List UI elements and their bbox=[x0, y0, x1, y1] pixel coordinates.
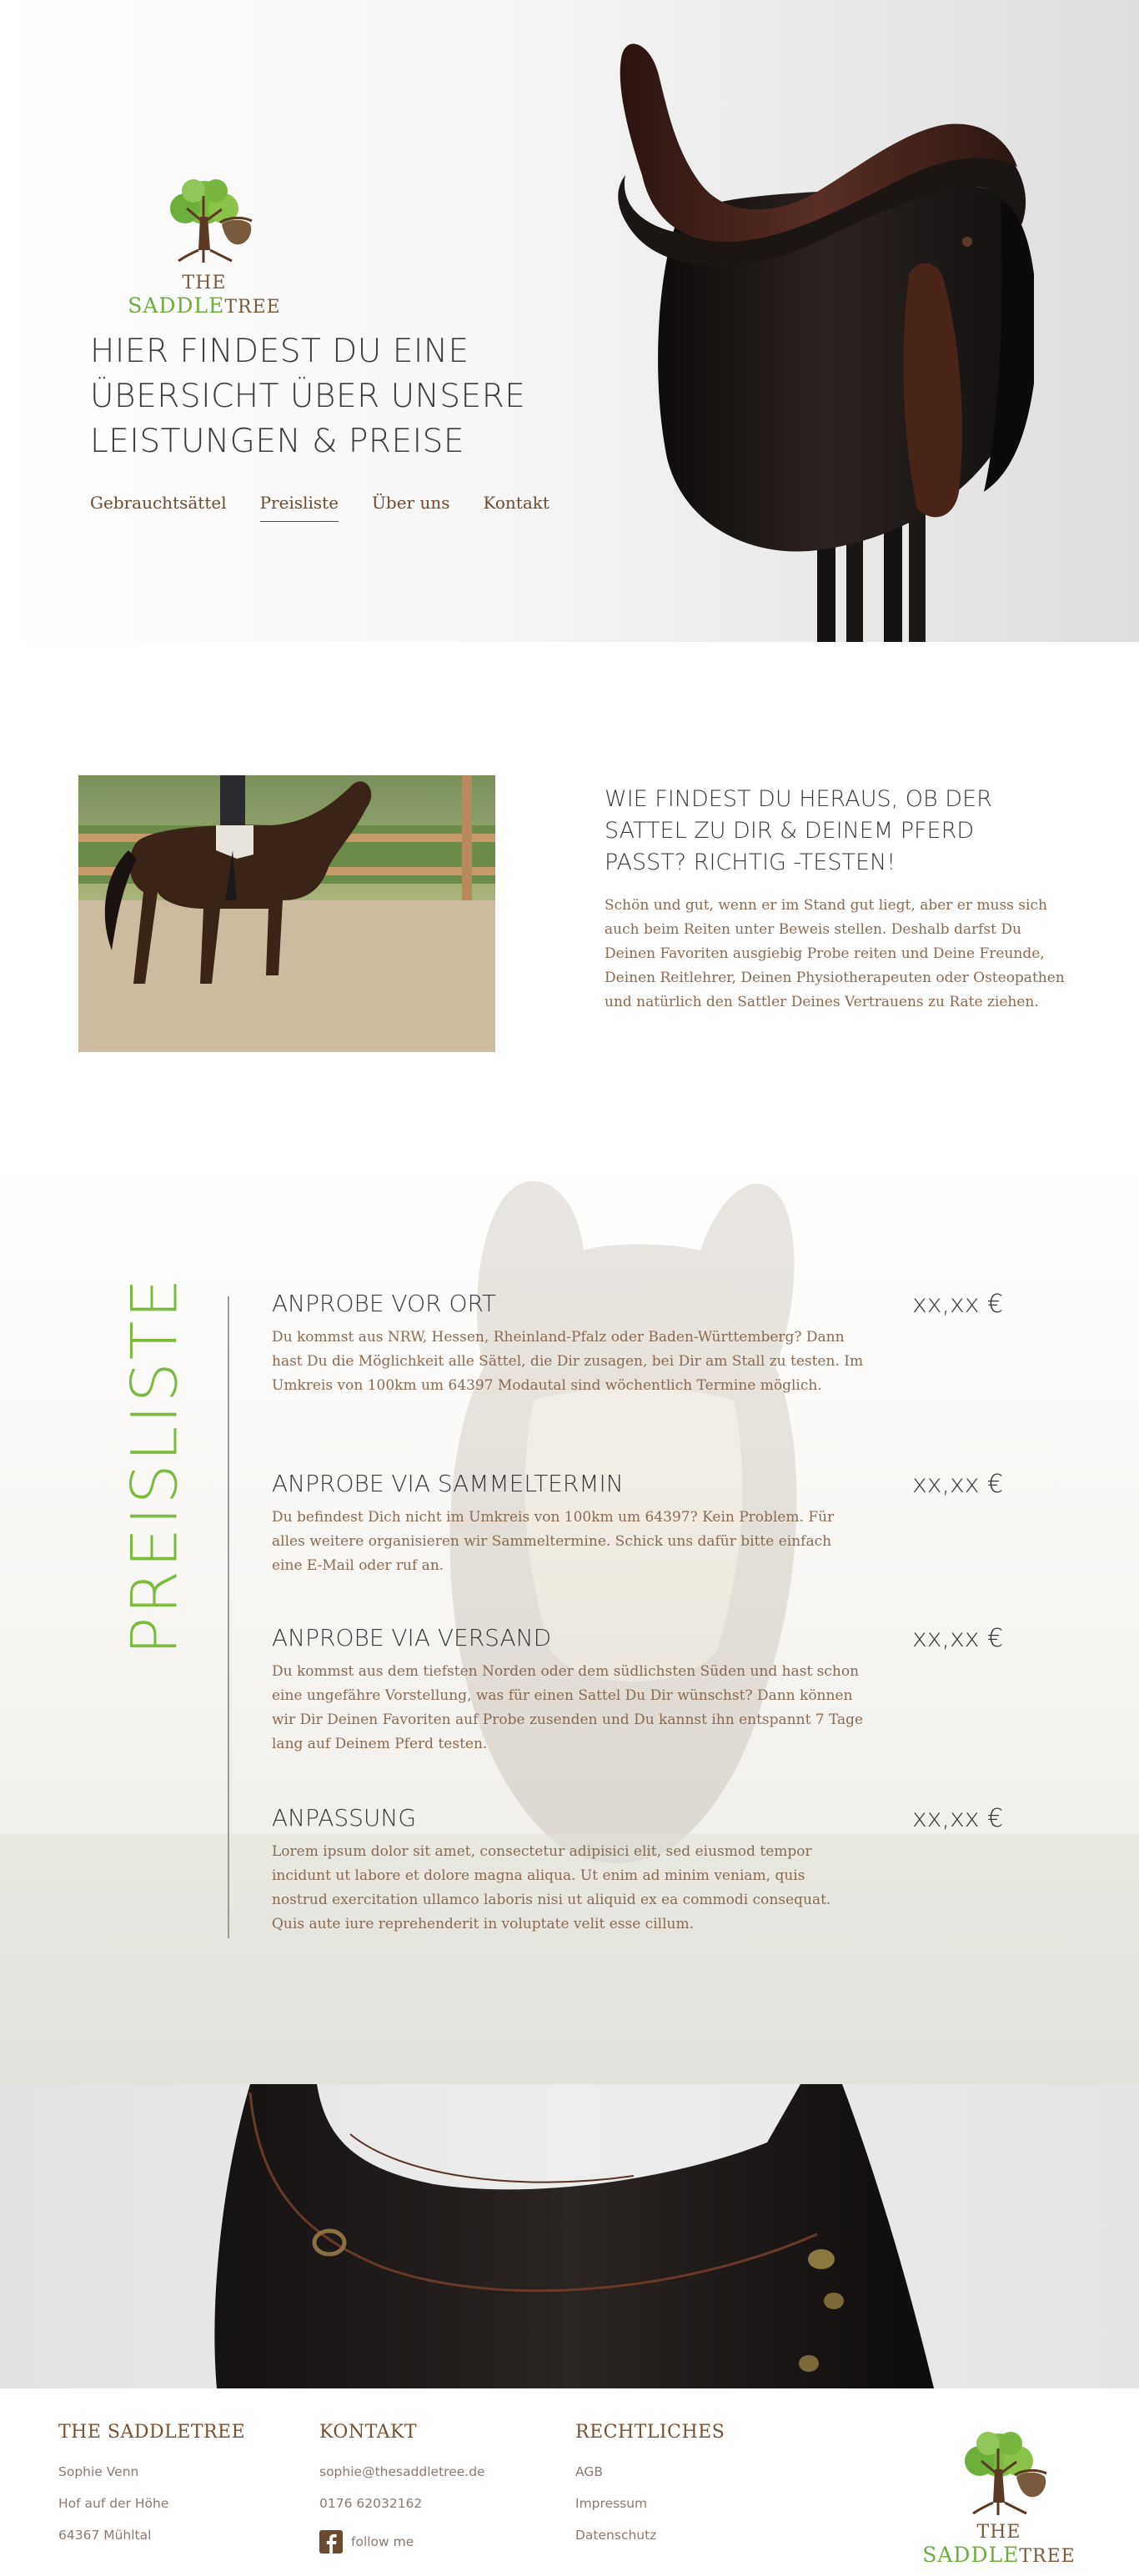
footer-facebook-link[interactable] bbox=[319, 2526, 485, 2558]
section2-title: WIE FINDEST DU HERAUS, OB DER SATTEL ZU DIR & DEINEM PFERD PASST? RICHTIG -TESTEN! bbox=[605, 786, 992, 875]
footer-col-contact bbox=[319, 2422, 485, 2558]
pricelist-divider bbox=[228, 1296, 229, 1938]
tree-saddle-logo-icon bbox=[110, 171, 299, 271]
footer-col-legal bbox=[575, 2422, 725, 2558]
price-item-description: Du kommst aus NRW, Hessen, Rheinland-Pfalz oder Baden-Württemberg? Dann hast Du die Möglichkeit alle Sättel, die Dir zusagen, bei Dir am Stall zu testen. Im Umkreis von 100km um 64397 Modautal sind wöchentlich Termine möglich. bbox=[272, 1329, 864, 1394]
footer-facebook-label: follow me bbox=[351, 2534, 414, 2549]
hero-title bbox=[90, 329, 590, 464]
logo-text bbox=[110, 273, 299, 318]
footer-address-city: 64367 Mühltal bbox=[58, 2528, 152, 2543]
saddle-closeup-image bbox=[0, 2084, 1139, 2388]
price-item-value: xx,xx € bbox=[912, 1624, 1004, 1653]
logo-saddle: SADDLE bbox=[128, 293, 225, 318]
price-item-name: ANPASSUNG bbox=[272, 1804, 417, 1832]
price-item bbox=[272, 1290, 1006, 1398]
footer-agb-link[interactable]: AGB bbox=[575, 2464, 603, 2479]
footer-title: RECHTLICHES bbox=[575, 2422, 725, 2443]
pricelist-heading bbox=[117, 1275, 192, 1656]
logo[interactable] bbox=[110, 171, 299, 318]
footer-col-address bbox=[58, 2422, 245, 2558]
logo-the: THE bbox=[182, 273, 227, 293]
footer-address-name: Sophie Venn bbox=[58, 2464, 139, 2479]
price-item-description: Du befindest Dich nicht im Umkreis von 100km um 64397? Kein Problem. Für alles weitere organisieren wir Sammeltermine. Schick uns dafür bitte einfach eine E-Mail oder ruf an. bbox=[272, 1509, 835, 1574]
hero-title-line: HIER FINDEST DU EINE bbox=[90, 333, 469, 370]
price-item-description: Du kommst aus dem tiefsten Norden oder dem südlichsten Süden und hast schon eine ungefähre Vorstellung, was für einen Sattel Du Dir wünschst? Dann können wir Dir Deinen Favoriten auf Probe zusenden und Du kannst ihn entspannt 7 Tage lang auf Deinem Pferd testen. bbox=[272, 1663, 864, 1752]
nav-item-kontakt[interactable]: Kontakt bbox=[483, 493, 549, 513]
nav-item-preisliste[interactable]: Preisliste bbox=[260, 493, 339, 522]
saddle-banner bbox=[0, 2084, 1139, 2388]
logo-tree: TREE bbox=[224, 297, 281, 318]
tree-saddle-logo-icon bbox=[905, 2423, 1093, 2523]
footer-title: KONTAKT bbox=[319, 2422, 418, 2443]
price-item-name: ANPROBE VIA VERSAND bbox=[272, 1624, 552, 1651]
footer-logo[interactable] bbox=[905, 2423, 1093, 2567]
price-item bbox=[272, 1804, 1006, 1937]
price-item-name: ANPROBE VIA SAMMELTERMIN bbox=[272, 1470, 624, 1497]
footer-datenschutz-link[interactable]: Datenschutz bbox=[575, 2528, 657, 2543]
nav-item-ueber-uns[interactable]: Über uns bbox=[372, 493, 450, 513]
hero-section bbox=[0, 0, 1139, 642]
facebook-icon bbox=[319, 2530, 343, 2553]
saddle-hero-image bbox=[567, 25, 1034, 642]
footer-title: THE SADDLETREE bbox=[58, 2422, 246, 2443]
footer-email-link[interactable]: sophie@thesaddletree.de bbox=[319, 2464, 485, 2479]
logo-tree: TREE bbox=[1019, 2546, 1076, 2567]
pricelist-heading-text: PREISLISTE bbox=[117, 1275, 192, 1656]
price-item bbox=[272, 1624, 1006, 1757]
main-nav bbox=[90, 493, 549, 522]
logo-text bbox=[905, 2522, 1093, 2567]
price-item-value: xx,xx € bbox=[912, 1804, 1004, 1833]
section2-text: Schön und gut, wenn er im Stand gut liegt, aber er muss sich auch beim Reiten unter Beweis stellen. Deshalb darfst Du Deinen Favoriten ausgiebig Probe reiten und Deine Freunde, Deinen Reitlehrer, Deinen Physiotherapeuten oder Osteopathen und natürlich den Sattler Deines Vertrauens zu Rate ziehen. bbox=[605, 897, 1065, 1010]
footer-phone-link[interactable]: 0176 62032162 bbox=[319, 2496, 423, 2511]
hero-title-line: LEISTUNGEN & PREISE bbox=[90, 423, 465, 460]
nav-item-gebrauchtsaettel[interactable]: Gebrauchtsättel bbox=[90, 493, 227, 513]
price-item-description: Lorem ipsum dolor sit amet, consectetur adipisici elit, sed eiusmod tempor incidunt ut labore et dolore magna aliqua. Ut enim ad minim veniam, quis nostrud exercitation ullamco laboris nisi ut aliquid ex ea commodi consequat. Quis aute iure reprehenderit in voluptate velit esse cillum. bbox=[272, 1843, 831, 1932]
price-item bbox=[272, 1470, 1006, 1578]
hero-title-line: ÜBERSICHT ÜBER UNSERE bbox=[90, 378, 526, 415]
price-item-name: ANPROBE VOR ORT bbox=[272, 1290, 497, 1317]
logo-saddle: SADDLE bbox=[922, 2543, 1020, 2567]
price-item-value: xx,xx € bbox=[912, 1470, 1004, 1499]
logo-the: THE bbox=[976, 2522, 1021, 2543]
price-item-value: xx,xx € bbox=[912, 1290, 1004, 1319]
rider-horse-photo bbox=[78, 775, 495, 1052]
footer-impressum-link[interactable]: Impressum bbox=[575, 2496, 648, 2511]
footer-address-street: Hof auf der Höhe bbox=[58, 2496, 169, 2511]
footer bbox=[0, 2388, 1139, 2576]
